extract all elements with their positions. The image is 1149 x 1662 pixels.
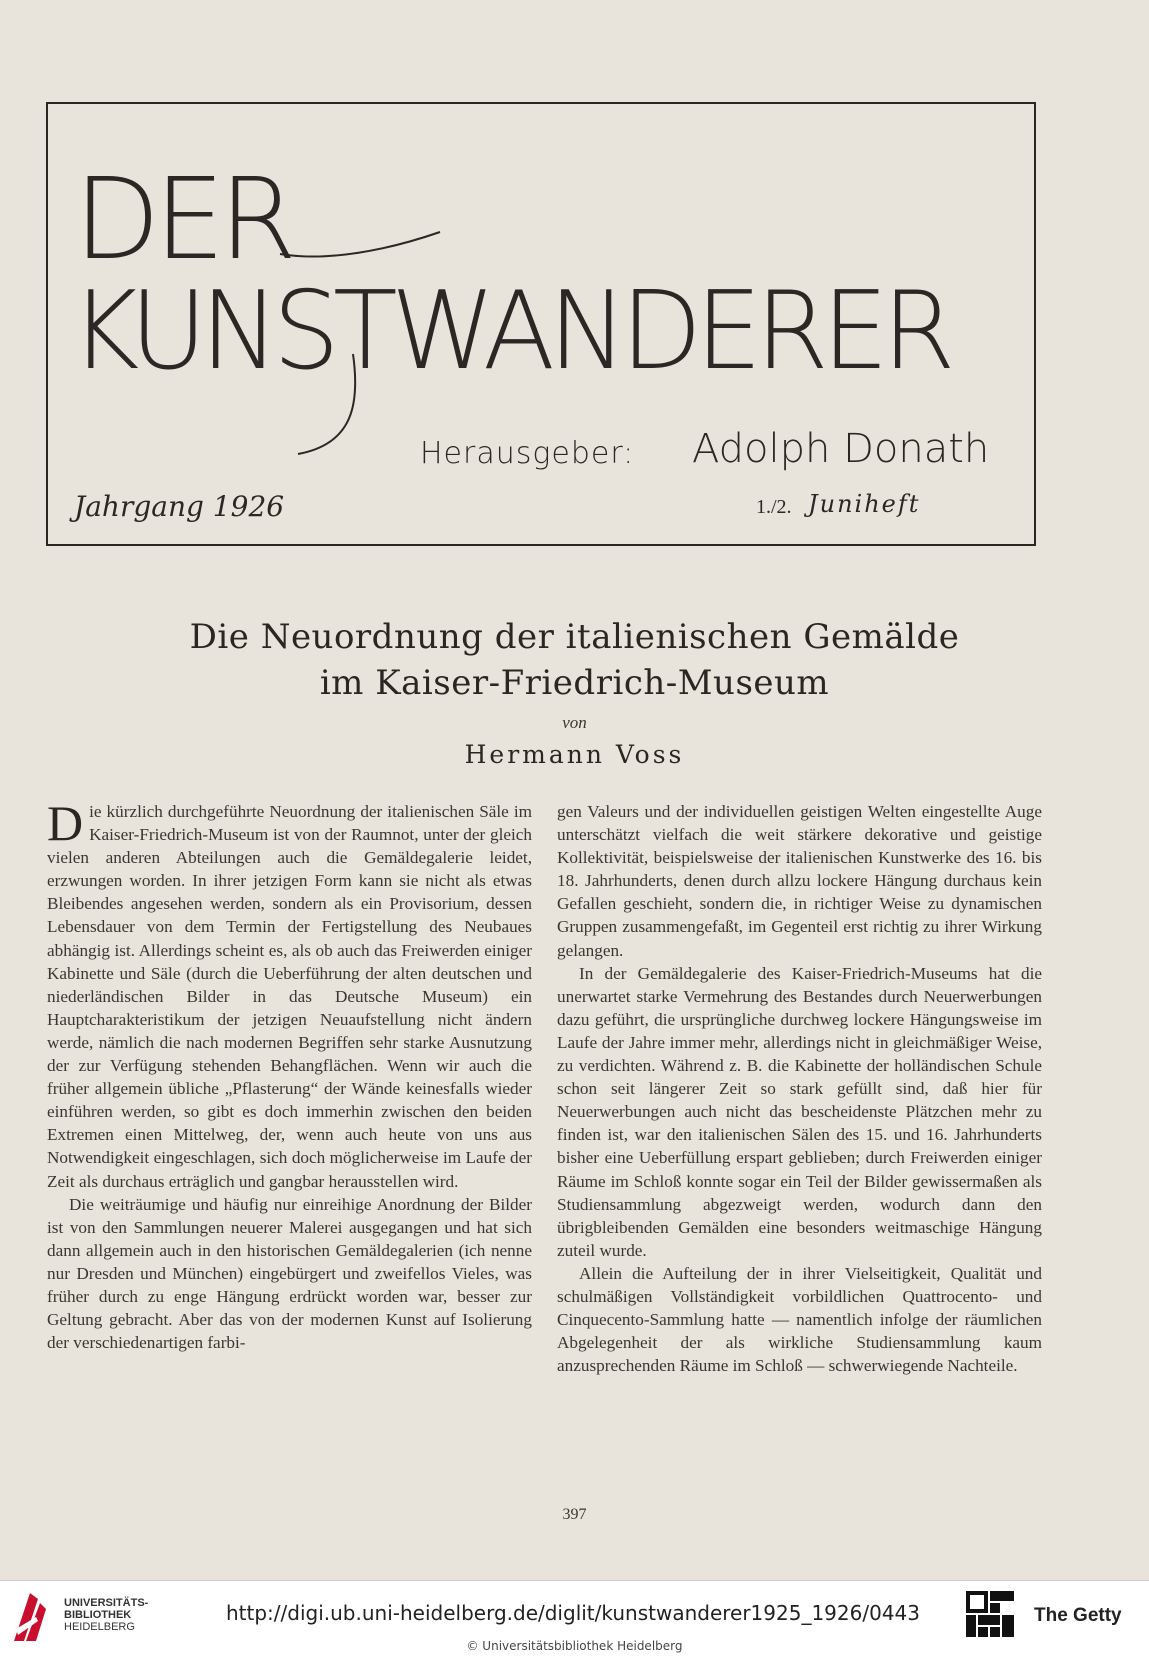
masthead-title-line2: KUNSTWANDERER — [70, 269, 949, 394]
masthead-frame — [46, 102, 1036, 546]
library-name-line2: BIBLIOTHEK — [64, 1609, 132, 1621]
library-name-line3: HEIDELBERG — [64, 1621, 135, 1633]
copyright-notice: © Universitätsbibliothek Heidelberg — [466, 1639, 683, 1653]
article-title — [0, 614, 1149, 706]
byline-von: von — [562, 713, 587, 732]
getty-logo-icon[interactable] — [966, 1591, 1016, 1643]
paragraph: In der Gemäldegalerie des Kaiser-Friedrich-Museums hat die unerwartet starke Vermehrung des Bestandes durch Neuerwerbungen dazu geführt, die ursprüngliche durchweg lockere Hängungsweise im Laufe der Jahre immer mehr, allerdings nicht in gleichmäßiger Weise, zu verdichten. Während z. B. die Kabinette der holländischen Schule schon seit längerer Zeit so stark gefüllt sind, daß hier für Neuerwerbungen auch nicht das bescheidenste Plätzchen mehr zu finden ist, war den italienischen Sälen des 15. und 16. Jahrhunderts bisher eine Ueberfüllung erspart geblieben; durch Freiwerden einiger Räume im Schloß konnte sogar ein Teil der Bilder gewissermaßen als Studiensammlung abgezweigt werden, wodurch dann den übrigbleibenden Gemälden eine besonders weitmaschige Hängung zuteil wurde. — [557, 963, 1042, 1260]
page-number: 397 — [562, 1506, 587, 1523]
article-title-line1: Die Neuordnung der italienischen Gemälde — [189, 617, 960, 657]
library-name-line1: UNIVERSITÄTS- — [64, 1597, 149, 1609]
paragraph: Allein die Aufteilung der in ihrer Vielseitigkeit, Qualität und schulmäßigen Vollständigkeit vorbildlichen Quattrocento- und Cinquecento-Sammlung hatte — namentlich infolge der räumlichen Abgelegenheit der als wirkliche Studiensammlung kaum anzusprechenden Räume im Schloß — schwerwiegende Nachteile. — [557, 1263, 1042, 1376]
paragraph: Die weiträumige und häufig nur einreihige Anordnung der Bilder ist von den Sammlungen neuerer Malerei ausgegangen und hat sich dann allgemein auch in den historischen Gemäldegalerien (ich nenne nur Dresden und München) eingebürgert und zweifellos Vieles, was früher durch zu enge Hängung erdrückt worden war, besser zur Geltung gebracht. Aber das von der modernen Kunst auf Isolierung der verschiedenartigen farbi- — [47, 1194, 532, 1353]
permalink-url[interactable]: http://digi.ub.uni-heidelberg.de/diglit/kunstwanderer1925_1926/0443 — [226, 1601, 920, 1625]
text-column-right — [557, 800, 1042, 1377]
text-column-left — [47, 795, 532, 1354]
paragraph: gen Valeurs und der individuellen geistigen Welten eingestellte Auge unterschätzt vielfach die weit stärkere dekorative und geistige Kollektivität, beispielsweise der italienischen Kunstwerke des 16. bis 18. Jahrhunderts, denen durch allzu lockere Hängung durchaus kein Gefallen geschieht, sondern die, in richtiger Weise zu dynamischen Gruppen zusammengefaßt, im Gegenteil erst richtig zu ihrer Wirkung gelangen. — [557, 802, 1042, 960]
paragraph-text: ie kürzlich durchgeführte Neuordnung der italienischen Säle im Kaiser-Friedrich-Museum ist von der Raumnot, unter der gleich vielen anderen Abteilungen auch die Gemäldegalerie leidet, erzwungen worden. In ihrer jetzigen Form kann sie nicht als etwas Bleibendes angesehen werden, sondern als ein Provisorium, dessen Lebensdauer von dem Termin der Fertigstellung des Neubaues abhängig ist. Allerdings scheint es, als ob auch das Freiwerden einiger Kabinette und Säle (durch die Ueberführung der alten deutschen und niederländischen Bilder in das Deutsche Museum) ein Hauptcharakteristikum der jetzigen Neuaufstellung nicht ändern werde, nämlich die nach modernen Begriffen sehr starke Ausnutzung der zur Verfügung stehenden Behangflächen. Wenn wir auch die früher allgemein übliche „Pflasterung“ der Wände keinesfalls wieder einführen werden, so gibt es doch immerhin zwischen den beiden Extremen einen Mittelweg, der, wenn auch heute von uns aus Notwendigkeit eingeschlagen, sich doch möglicherweise im Laufe der Zeit als durchaus erträglich und gangbar herausstellen wird. — [47, 802, 532, 1191]
drop-cap: D — [47, 795, 84, 851]
byline-author: Hermann Voss — [464, 740, 685, 769]
issue-name: Juniheft — [808, 490, 921, 518]
getty-name[interactable]: The Getty — [1034, 1605, 1122, 1626]
publisher-label: Herausgeber: — [420, 436, 635, 471]
ub-heidelberg-logo-icon[interactable] — [10, 1589, 50, 1645]
publisher-name: Adolph Donath — [692, 426, 990, 472]
viewer-footer — [0, 1580, 1149, 1662]
masthead-title-line1: DER — [74, 155, 291, 285]
library-name[interactable] — [64, 1597, 148, 1633]
volume-year: Jahrgang 1926 — [74, 490, 285, 523]
paragraph — [47, 795, 532, 1193]
issue-number: 1./2. — [756, 496, 792, 518]
article-title-line2: im Kaiser-Friedrich-Museum — [319, 663, 830, 703]
